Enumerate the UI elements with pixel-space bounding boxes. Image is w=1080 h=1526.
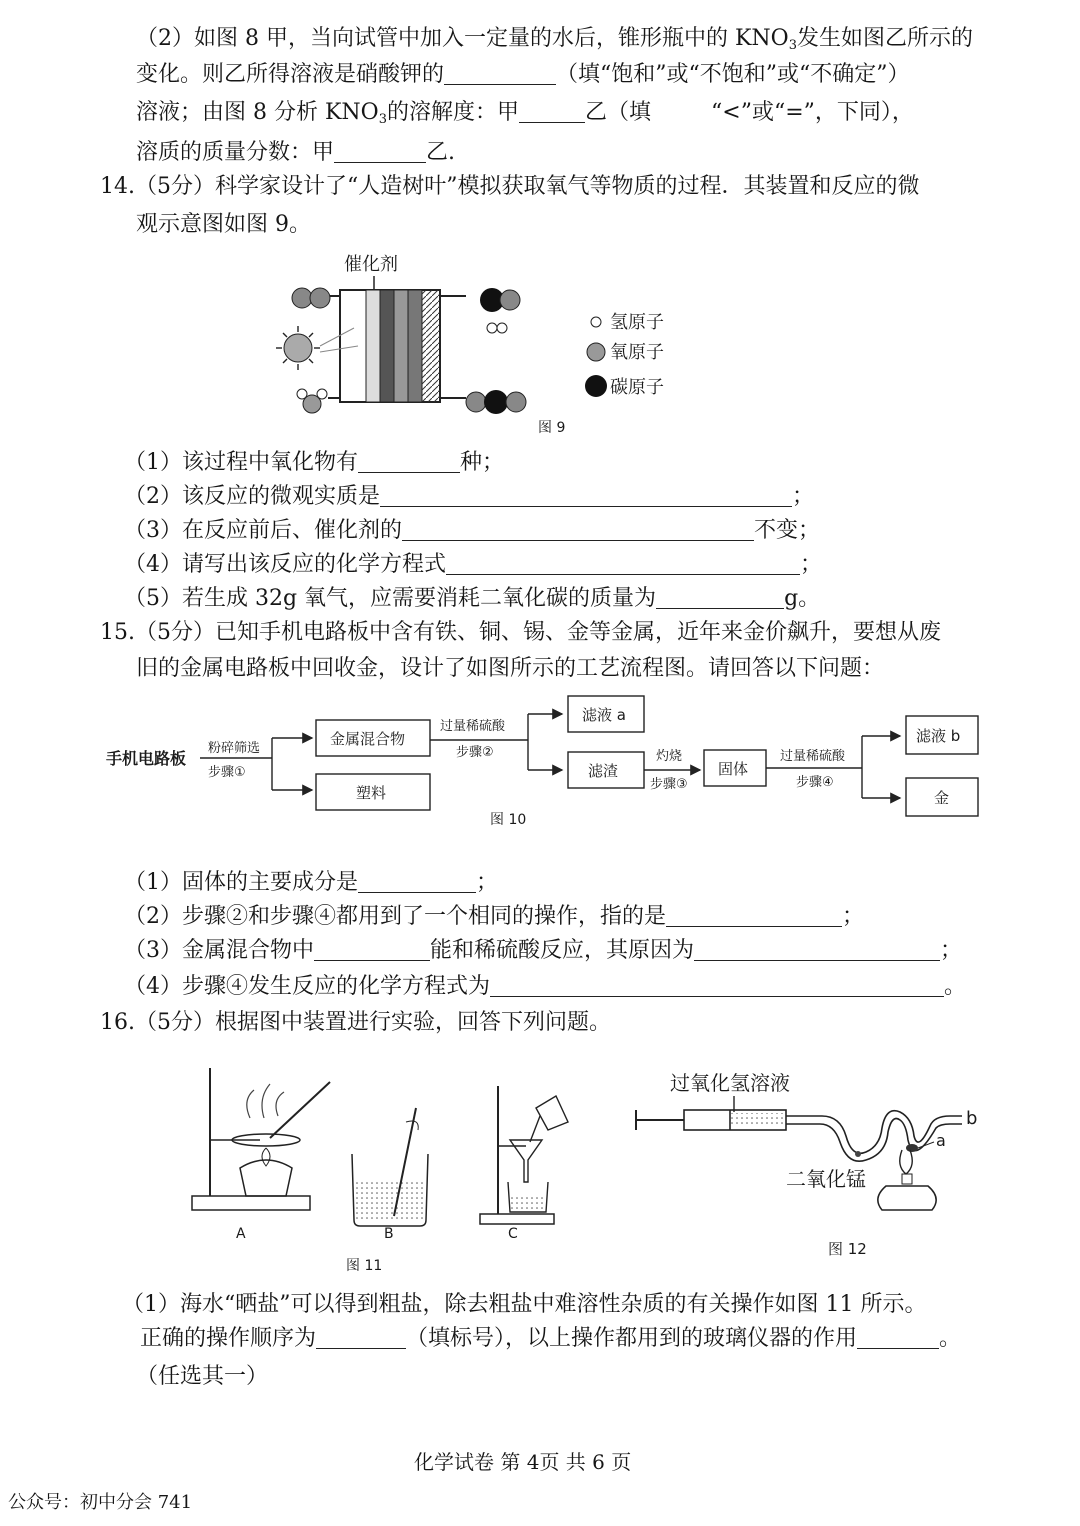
flow-plastic: 塑料 <box>356 784 387 802</box>
q15-heading: 15.（5分）已知手机电路板中含有铁、铜、锡、金等金属，近年来金价飙升，要想从废 <box>100 620 941 645</box>
label-a-point: a <box>936 1131 946 1150</box>
figure-10-flowchart <box>100 690 990 832</box>
q13-line2: 变化。则乙所得溶液是硝酸钾的 （填“饱和”或“不饱和”或“不确定”） <box>136 62 910 87</box>
answer-blank[interactable] <box>666 904 842 927</box>
label-a: A <box>236 1226 246 1242</box>
q13-line1: （2）如图 8 甲，当向试管中加入一定量的水后，锥形瓶中的 $KNO_3$发生如图乙所示的 <box>136 26 973 53</box>
flow-step2-top: 过量稀硫酸 <box>440 719 506 734</box>
answer-blank[interactable] <box>316 1326 406 1349</box>
q14-part1: （1）该过程中氧化物有 种； <box>124 450 505 475</box>
figure-9 <box>270 248 710 438</box>
flow-residue: 滤渣 <box>588 762 619 780</box>
q13-line4: 溶质的质量分数：甲 乙. <box>136 140 456 165</box>
answer-blank[interactable] <box>694 938 940 961</box>
answer-blank[interactable] <box>490 974 944 997</box>
answer-blank[interactable] <box>857 1326 939 1349</box>
flow-step3-top: 灼烧 <box>656 749 683 764</box>
flow-step4-top: 过量稀硫酸 <box>780 749 846 764</box>
figure-11 <box>180 1056 600 1278</box>
q14-heading-cont: 观示意图如图 9。 <box>136 212 311 237</box>
q16-heading: 16.（5分）根据图中装置进行实验，回答下列问题。 <box>100 1010 611 1035</box>
q15-heading-cont: 旧的金属电路板中回收金，设计了如图所示的工艺流程图。请回答以下问题： <box>136 656 885 681</box>
flow-gold: 金 <box>934 789 950 807</box>
answer-blank[interactable] <box>358 450 460 473</box>
label-c: C <box>508 1226 518 1242</box>
legend-oxygen: 氧原子 <box>610 342 664 363</box>
answer-blank[interactable] <box>334 140 426 163</box>
q15-part4: （4）步骤④发生反应的化学方程式为 。 <box>124 974 967 999</box>
q15-part1: （1）固体的主要成分是 ； <box>124 870 499 895</box>
q16-part1-line1: （1）海水“晒盐”可以得到粗盐，除去粗盐中难溶性杂质的有关操作如图 11 所示。 <box>122 1292 927 1317</box>
answer-blank[interactable] <box>402 518 754 541</box>
flow-step4-bot: 步骤④ <box>796 775 834 790</box>
carbon-dioxide-icon <box>466 392 486 412</box>
h2o2-label: 过氧化氢溶液 <box>670 1071 790 1095</box>
answer-blank[interactable] <box>444 62 556 85</box>
carbon-atom-icon <box>585 375 607 397</box>
legend-hydrogen: 氢原子 <box>610 312 664 333</box>
figure-10-caption: 图 10 <box>490 812 527 828</box>
q13-line3: 溶液；由图 8 分析 $KNO_3$的溶解度：甲 乙（填 “<”或“=”，下同）， <box>136 100 914 127</box>
figure-11-caption: 图 11 <box>346 1258 383 1274</box>
q15-part3: （3）金属混合物中 能和稀硫酸反应，其原因为 ； <box>124 938 963 963</box>
catalyst-label: 催化剂 <box>344 254 398 275</box>
flow-filtrate-a: 滤液 a <box>582 706 626 724</box>
figure-9-caption: 图 9 <box>538 420 566 436</box>
q15-part2: （2）步骤②和步骤④都用到了一个相同的操作，指的是 ； <box>124 904 865 929</box>
q14-part4: （4）请写出该反应的化学方程式 ； <box>124 552 823 577</box>
label-b-outlet: b <box>966 1108 978 1129</box>
answer-blank[interactable] <box>380 484 792 507</box>
wechat-watermark: 公众号：初中分会 741 <box>8 1492 193 1513</box>
oxygen-molecule-icon <box>292 288 312 308</box>
page-footer: 化学试卷 第 4页 共 6 页 <box>414 1450 632 1474</box>
answer-blank[interactable] <box>656 586 784 609</box>
answer-blank[interactable] <box>314 938 430 961</box>
q14-part5: （5）若生成 32g 氧气，应需要消耗二氧化碳的质量为 g。 <box>124 586 821 611</box>
q14-part2: （2）该反应的微观实质是 ； <box>124 484 815 509</box>
hydrogen-atom-icon <box>591 317 601 327</box>
flow-step1-top: 粉碎筛选 <box>208 741 261 756</box>
flow-filtrate-b: 滤液 b <box>916 727 961 745</box>
flow-metal-mix: 金属混合物 <box>330 730 406 748</box>
q16-part1-line2: 正确的操作顺序为 （填标号），以上操作都用到的玻璃仪器的作用 。 <box>140 1326 962 1351</box>
flow-start-text: 手机电路板 <box>106 749 187 768</box>
figure-12-caption: 图 12 <box>828 1240 867 1258</box>
flow-step2-bot: 步骤② <box>456 745 494 760</box>
flow-step1-bot: 步骤① <box>208 765 246 780</box>
q16-part1-line3: （任选其一） <box>136 1364 269 1389</box>
flame-icon <box>900 1150 913 1174</box>
q14-part3: （3）在反应前后、催化剂的 不变； <box>124 518 821 543</box>
legend-carbon: 碳原子 <box>610 377 664 398</box>
mno2-label: 二氧化锰 <box>786 1167 866 1191</box>
sun-icon <box>284 334 312 362</box>
answer-blank[interactable] <box>446 552 800 575</box>
answer-blank[interactable] <box>358 870 476 893</box>
flow-step3-bot: 步骤③ <box>650 777 688 792</box>
answer-blank[interactable] <box>519 100 585 123</box>
flow-solid: 固体 <box>718 760 749 778</box>
figure-12 <box>630 1066 990 1262</box>
oxygen-atom-icon <box>587 343 605 361</box>
alcohol-lamp-icon <box>878 1186 936 1210</box>
q14-heading: 14.（5分）科学家设计了“人造树叶”模拟获取氧气等物质的过程．其装置和反应的微 <box>100 174 920 199</box>
label-b: B <box>384 1226 394 1242</box>
